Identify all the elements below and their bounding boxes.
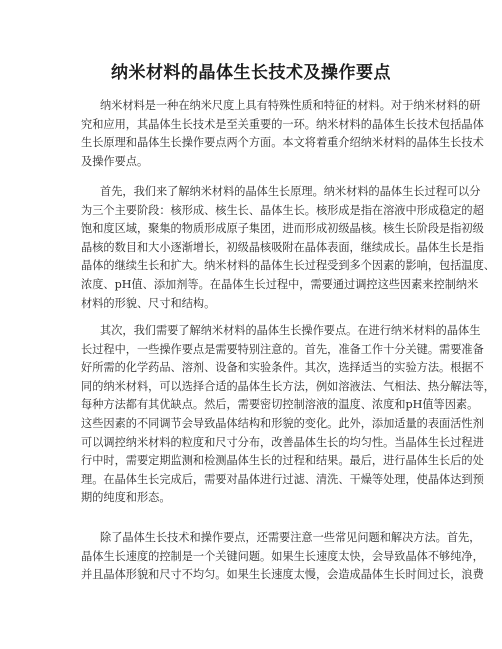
- text-line: 每种方法都有其优缺点。然后，需要密切控制溶液的温度、浓度和pH值等因素。: [81, 398, 479, 412]
- text-line: 并且晶体形貌和尺寸不均匀。如果生长速度太慢，会造成晶体生长时间过长，浪费: [81, 568, 484, 582]
- text-line: 这些因素的不同调节会导致晶体结构和形貌的变化。此外，添加适量的表面活性剂: [81, 416, 484, 430]
- document-title: 纳米材料的晶体生长技术及操作要点: [111, 63, 391, 83]
- text-line: 为三个主要阶段：核形成、核生长、晶体生长。核形成是指在溶液中形成稳定的超: [81, 203, 484, 217]
- text-line: 材料的形貌、尺寸和结构。: [81, 296, 216, 310]
- text-line: 饱和度区域，聚集的物质形成原子集团，进而形成初级晶核。核生长阶段是指初级: [81, 222, 484, 236]
- text-line: 长过程中，一些操作要点是需要特别注意的。首先，准备工作十分关键。需要准备: [81, 342, 484, 356]
- paragraph-operation-points: [81, 322, 495, 508]
- text-line: 纳米材料是一种在纳米尺度上具有特殊性质和特征的材料。对于纳米材料的研: [100, 99, 481, 112]
- text-line: 好所需的化学药品、溶剂、设备和实验条件。其次，选择适当的实验方法。根据不: [81, 361, 484, 375]
- text-line: 除了晶体生长技术和操作要点，还需要注意一些常见问题和解决方法。首先，: [100, 531, 481, 544]
- text-line: 生长原理和晶体生长操作要点两个方面。本文将着重介绍纳米材料的晶体生长技术: [81, 136, 484, 150]
- paragraph-common-issues: [81, 529, 484, 585]
- text-line: 浓度、pH值、添加剂等。在晶体生长过程中，需要通过调控这些因素来控制纳米: [81, 277, 479, 291]
- text-line: 晶核的数目和大小逐渐增长，初级晶核吸附在晶体表面，继续成长。晶体生长是指: [81, 240, 484, 254]
- text-line: 行中时，需要定期监测和检测晶体生长的过程和结果。最后，进行晶体生长后的处: [81, 454, 484, 468]
- text-line: 晶体生长速度的控制是一个关键问题。如果生长速度太快，会导致晶体不够纯净，: [81, 549, 484, 563]
- paragraph-intro: [81, 97, 484, 171]
- paragraph-growth-principle: [81, 183, 495, 313]
- text-line: 首先，我们来了解纳米材料的晶体生长原理。纳米材料的晶体生长过程可以分: [100, 185, 481, 198]
- text-line: 同的纳米材料，可以选择合适的晶体生长方法，例如溶液法、气相法、热分解法等，: [81, 379, 495, 393]
- text-line: 可以调控纳米材料的粒度和尺寸分布，改善晶体生长的均匀性。当晶体生长过程进: [81, 435, 484, 449]
- text-line: 理。在晶体生长完成后，需要对晶体进行过滤、清洗、干燥等处理，使晶体达到预: [81, 472, 484, 486]
- text-line: 究和应用，其晶体生长技术是至关重要的一环。纳米材料的晶体生长技术包括晶体: [81, 117, 484, 131]
- text-line: 及操作要点。: [81, 154, 149, 168]
- text-line: 其次，我们需要了解纳米材料的晶体生长操作要点。在进行纳米材料的晶体生: [100, 324, 481, 337]
- text-line: 晶体的继续生长和扩大。纳米材料的晶体生长过程受到多个因素的影响，包括温度、: [81, 259, 495, 273]
- text-line: 期的纯度和形态。: [81, 491, 171, 505]
